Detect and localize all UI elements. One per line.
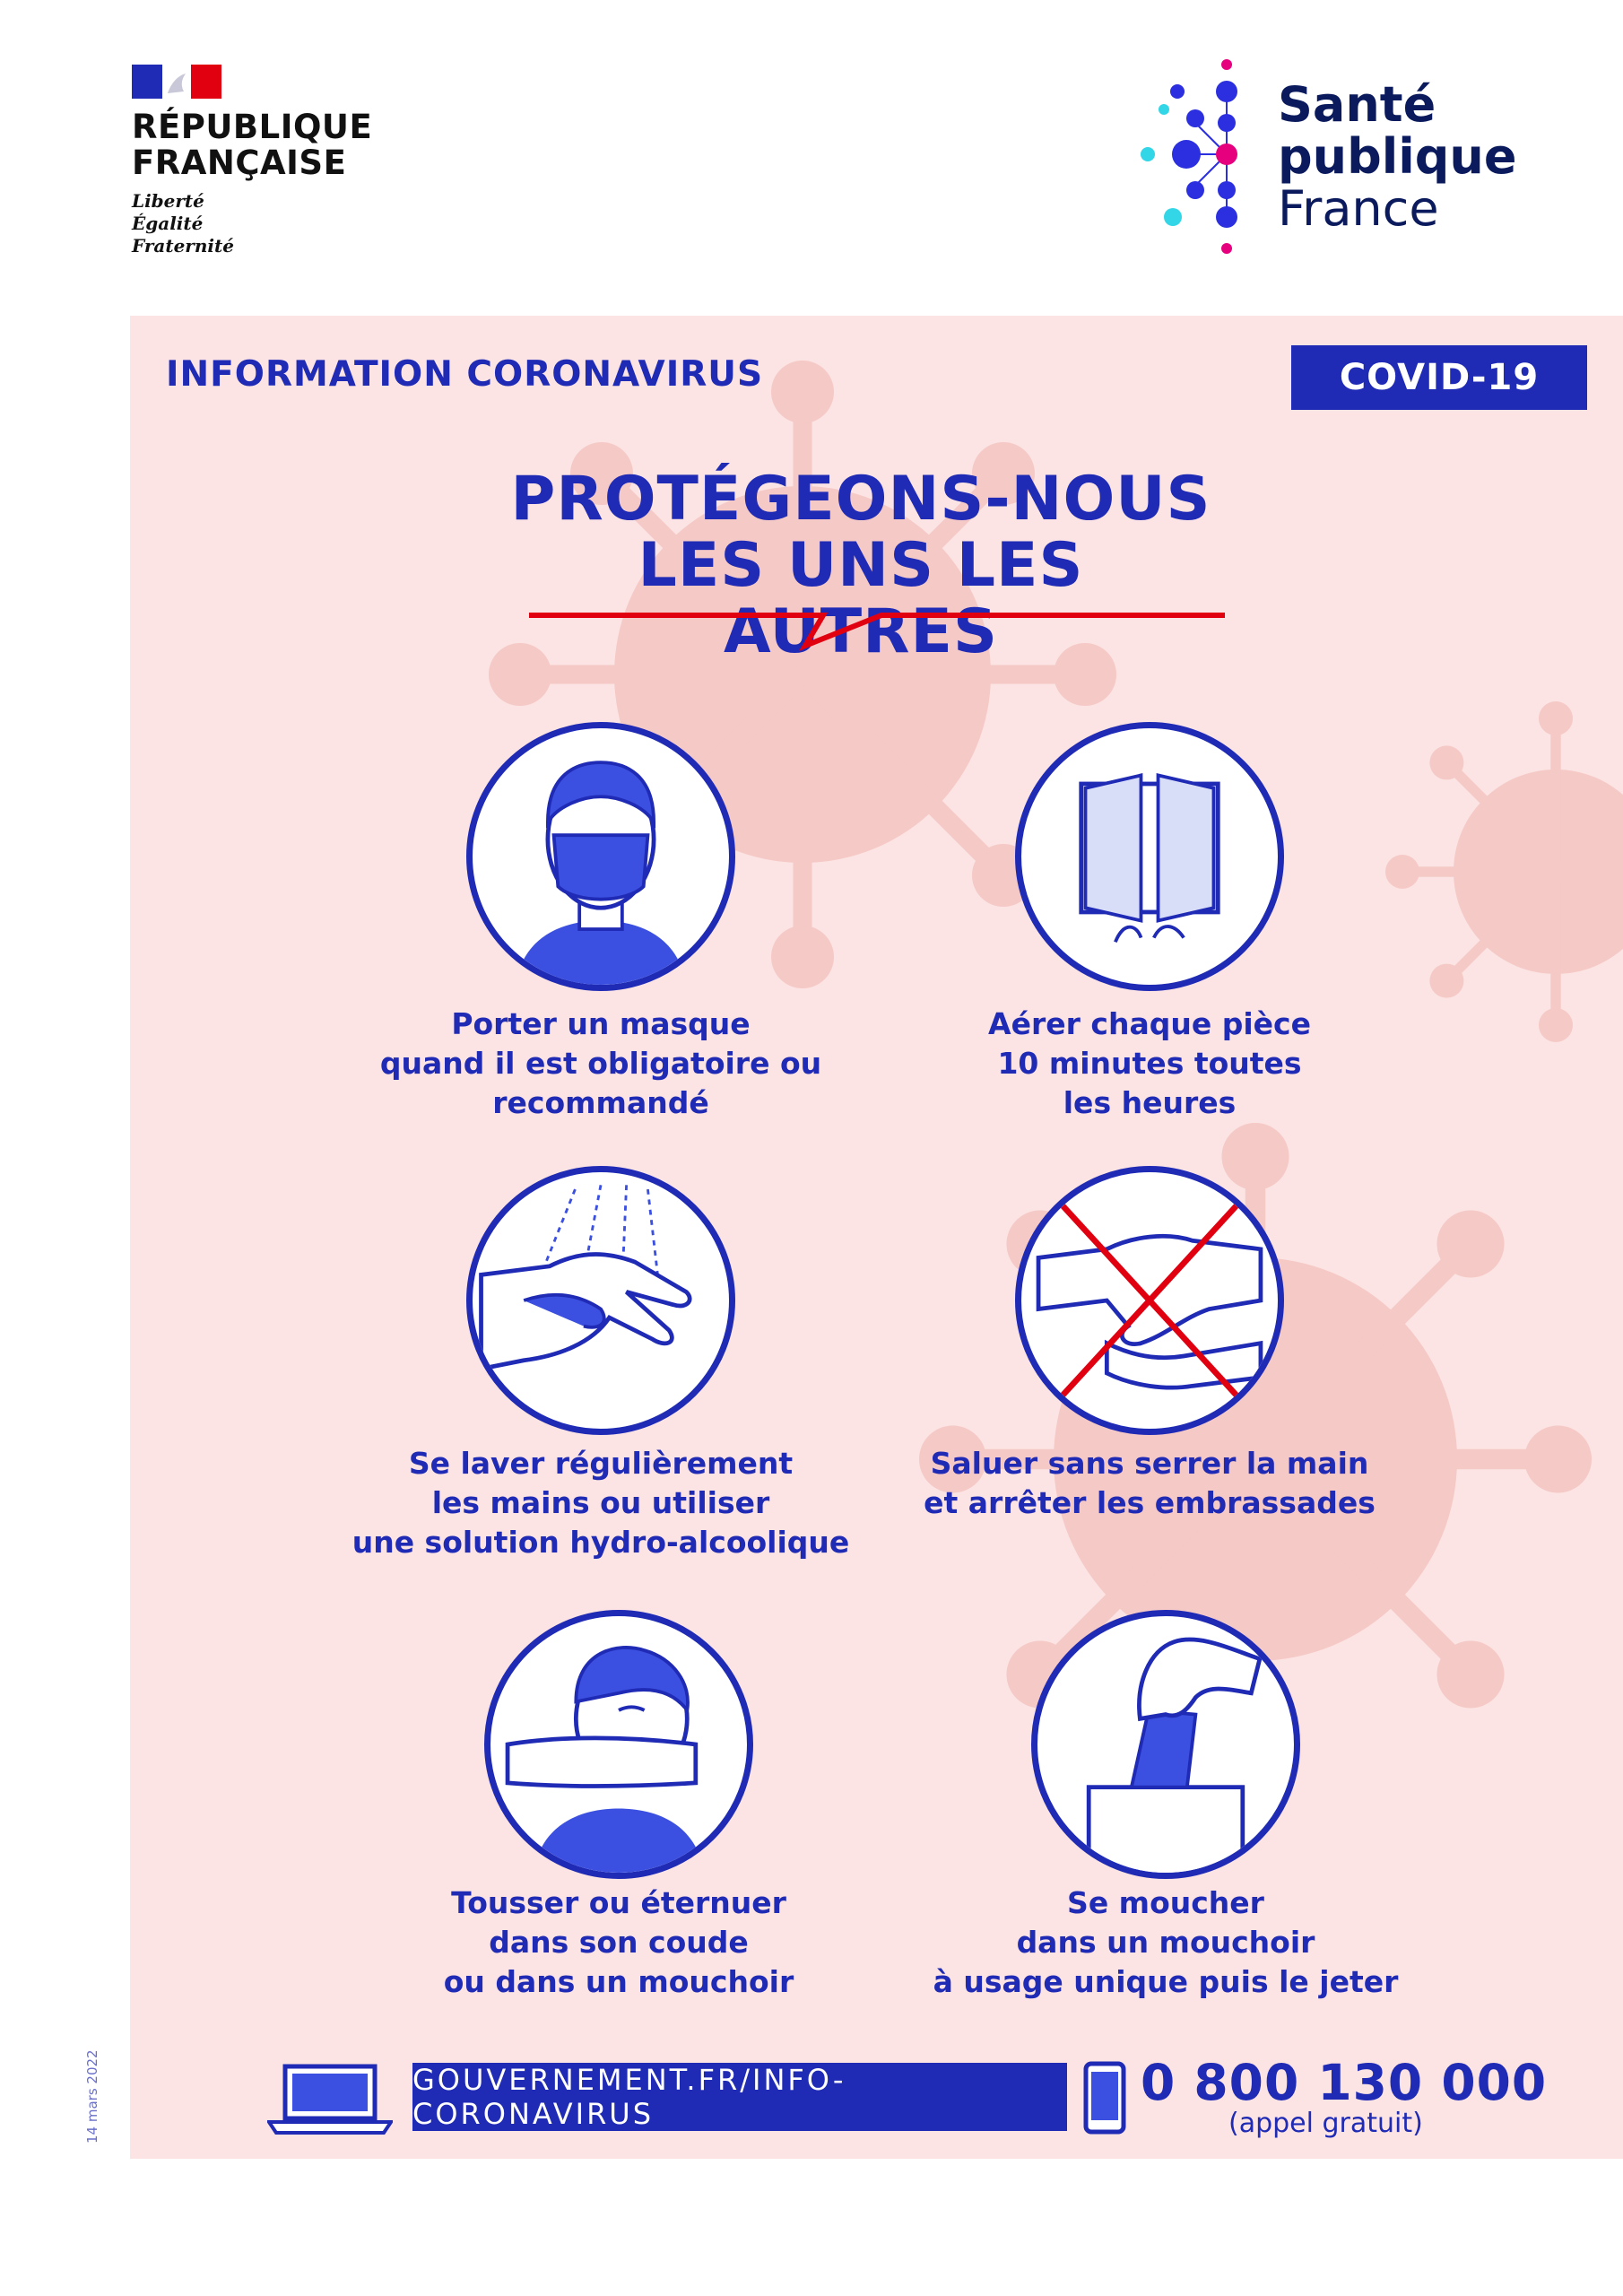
motto-fraternite: Fraternité [132, 235, 234, 257]
republic-line-2: FRANÇAISE [132, 144, 347, 182]
gesture-caption-tissue [888, 1883, 1444, 2002]
caption-line: Saluer sans serrer la main [930, 1446, 1369, 1481]
gesture-caption-hand-washing [323, 1444, 879, 1562]
caption-line: quand il est obligatoire ou [379, 1046, 822, 1081]
caption-line: à usage unique puis le jeter [933, 1964, 1399, 1999]
caption-line: les mains ou utiliser [431, 1485, 770, 1520]
caption-line: Tousser ou éternuer [451, 1885, 786, 1920]
gesture-caption-window [872, 1004, 1428, 1123]
open-window-icon [1015, 722, 1284, 991]
phone-note: (appel gratuit) [1228, 2108, 1423, 2139]
spf-line-3: France [1278, 180, 1439, 237]
caption-line: dans un mouchoir [1016, 1925, 1315, 1960]
laptop-icon [267, 2063, 393, 2135]
caption-line: 10 minutes toutes [997, 1046, 1302, 1081]
caption-line: dans son coude [489, 1925, 749, 1960]
republic-line-1: RÉPUBLIQUE [132, 108, 373, 146]
cough-elbow-icon [484, 1610, 753, 1879]
publication-date: 14 mars 2022 [84, 2049, 100, 2144]
motto-liberte: Liberté [132, 190, 204, 212]
caption-line: Porter un masque [451, 1006, 751, 1041]
headline-line-2: LES UNS LES AUTRES [638, 530, 1084, 667]
republic-motto [132, 190, 234, 257]
caption-line: une solution hydro-alcoolique [352, 1525, 850, 1560]
covid-19-badge: COVID-19 [1291, 345, 1587, 410]
caption-line: Aérer chaque pièce [988, 1006, 1311, 1041]
spf-line-1: Santé [1278, 76, 1436, 133]
smartphone-icon [1083, 2061, 1126, 2135]
motto-egalite: Égalité [132, 213, 204, 234]
gesture-caption-cough [341, 1883, 897, 2002]
no-handshake-icon [1015, 1166, 1284, 1435]
sante-publique-france-wordmark [1278, 76, 1517, 237]
information-coronavirus-title: INFORMATION CORONAVIRUS [166, 354, 764, 395]
sante-publique-france-logo-icon [1137, 56, 1254, 262]
headline-line-1: PROTÉGEONS-NOUS [510, 464, 1211, 535]
republique-francaise-name [132, 109, 372, 181]
virus-background-icon [1385, 701, 1623, 1042]
caption-line: les heures [1063, 1085, 1237, 1120]
face-mask-icon [466, 722, 735, 991]
caption-line: ou dans un mouchoir [443, 1964, 794, 1999]
spf-line-2: publique [1278, 128, 1517, 185]
french-flag-logo [132, 65, 221, 99]
gesture-caption-mask [323, 1004, 879, 1123]
tissue-bin-icon [1031, 1610, 1300, 1879]
gesture-caption-handshake [872, 1444, 1428, 1523]
helpline-phone-number[interactable]: 0 800 130 000 [1141, 2054, 1548, 2111]
caption-line: recommandé [492, 1085, 709, 1120]
speech-underline-icon [527, 603, 1227, 657]
info-coronavirus-link[interactable]: GOUVERNEMENT.FR/INFO-CORONAVIRUS [412, 2063, 1067, 2131]
caption-line: Se moucher [1067, 1885, 1264, 1920]
hand-washing-icon [466, 1166, 735, 1435]
caption-line: et arrêter les embrassades [924, 1485, 1376, 1520]
caption-line: Se laver régulièrement [408, 1446, 794, 1481]
